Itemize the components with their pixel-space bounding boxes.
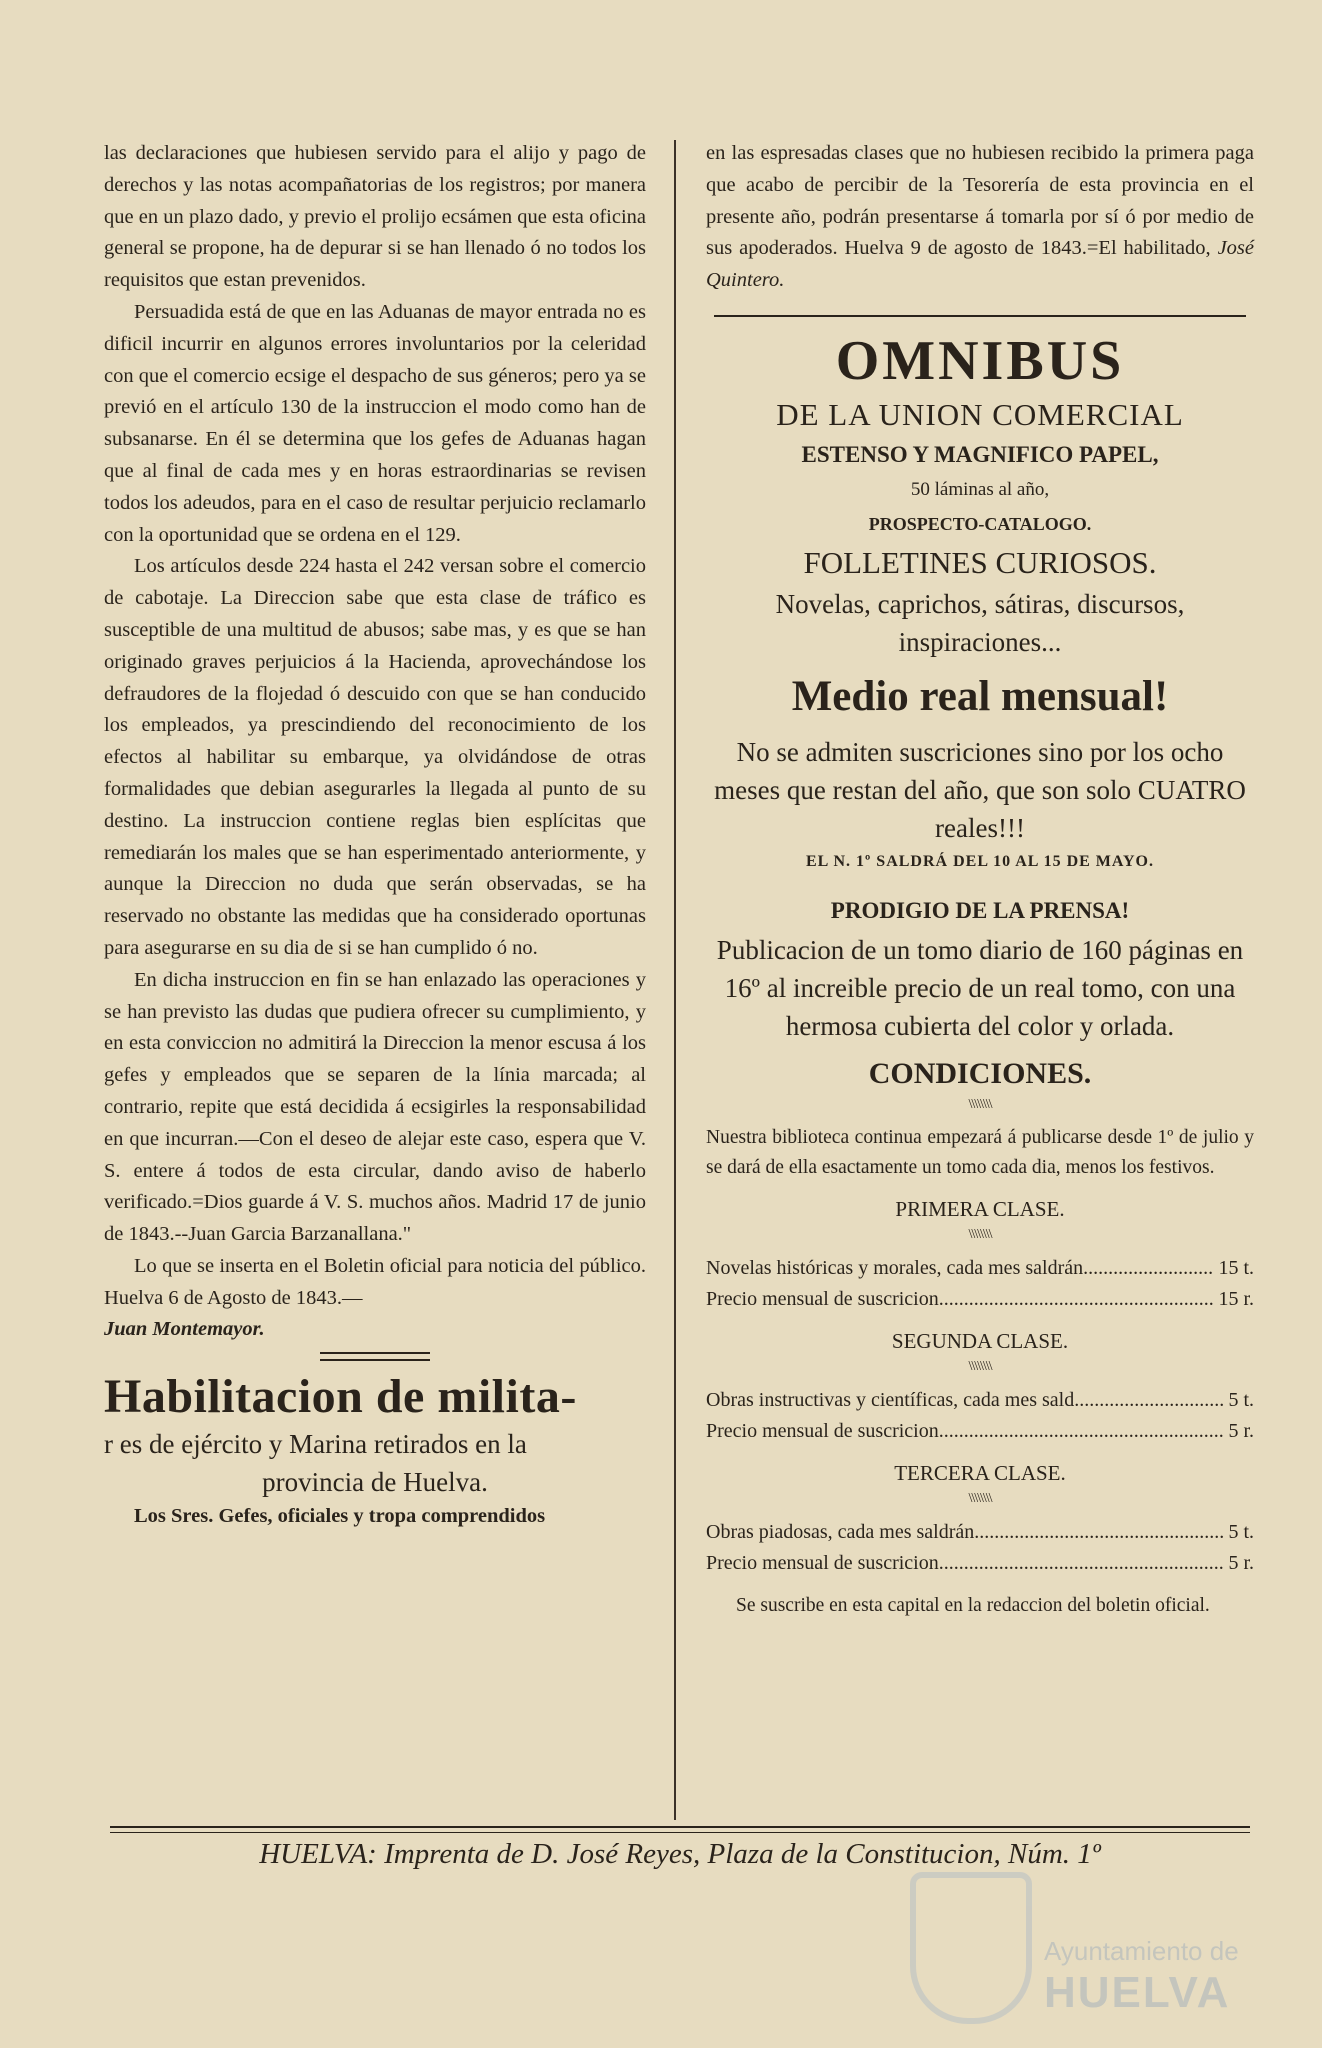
left-paragraph-4: En dicha instruccion en fin se han enlazado las operaciones y se han previsto las dudas que pudiera ofrecer su cumplimiento, y en esta conviccion no admitirá la Direccion la menor escusa á los gefes y empleados que se separen de la línia marcada; al contrario, repite que está decidida á ecsigirles la responsabilidad en que incurran.—Con el deseo de alejar este caso, espera que V. S. entere á todos de esta circular, dando aviso de haberlo verificado.=Dios guarde á V. S. muchos años. Madrid 17 de junio de 1843.--Juan Garcia Barzanallana.": [104, 968, 646, 1246]
left-paragraph-3: Los artículos desde 224 hasta el 242 versan sobre el comercio de cabotaje. La Direccion sabe que esta clase de tráfico es susceptible de una multitud de abusos; sabe mas, y es que se han originado graves perjuicios á la Hacienda, aprovechándose los defraudores de la flojedad ó descuido con que se han conducido los empleados, ya prescindiendo del reconocimiento de los efectos al habilitar su embarque, ya olvidándose de otras formalidades que debian asegurarles la llegada al punto de su destino. La instruccion contiene reglas bien esplícitas que remediarán los males que se han esperimentado anteriormente, y aunque la Direccion no duda que serán observadas, se ha reservado no obstante las medidas que ha considerado oportunas para asegurarse en su dia de si se han cumplido ó no.: [104, 555, 646, 959]
right-paragraph-1-signature: José Quintero.: [706, 237, 1255, 292]
ad-line-5: FOLLETINES CURIOSOS.: [803, 544, 1157, 580]
ad-title: OMNIBUS: [835, 329, 1125, 392]
ad-line-2: ESTENSO Y MAGNIFICO PAPEL,: [801, 441, 1159, 467]
watermark-line-2: HUELVA: [1044, 1968, 1231, 2017]
ad-condiciones: CONDICIONES.: [868, 1056, 1092, 1090]
ornament-2: \\\\\\\\: [968, 1226, 992, 1242]
tercera-clase-heading: TERCERA CLASE.: [894, 1460, 1066, 1485]
segunda-line-2: [706, 1416, 1254, 1447]
primera-line-2-label: Precio mensual de suscricion: [706, 1287, 939, 1310]
right-paragraph-1: [706, 138, 1254, 297]
segunda-line-1-value: 5 t.: [1228, 1388, 1254, 1411]
city-shield-icon: [910, 1872, 1032, 2024]
printer-imprint: HUELVA: Imprenta de D. José Reyes, Plaza de la Constitucion, Núm. 1º: [259, 1838, 1101, 1870]
primera-line-1-leader: [1083, 1253, 1214, 1284]
section-separator: [320, 1352, 430, 1361]
left-paragraph-2: Persuadida está de que en las Aduanas de mayor entrada no es dificil incurrir en algunos errores involuntarios por la celeridad con que el comercio ecsige el despacho de sus géneros; pero ya se previó en el artículo 130 de la instruccion el modo como han de subsanarse. En él se determina que los gefes de Aduanas hagan que al final de cada mes y en horas estraordinarias se revisen todos los adeudos, para en el caso de resultar perjuicio reclamarlo con la oportunidad que se ordena en el 129.: [104, 300, 646, 546]
ornament-1: \\\\\\\\: [968, 1096, 992, 1112]
segunda-line-1-label: Obras instructivas y científicas, cada mes sald.: [706, 1388, 1080, 1411]
segunda-clase-heading: SEGUNDA CLASE.: [891, 1328, 1069, 1353]
segunda-line-1-leader: [1079, 1385, 1224, 1416]
primera-line-1: [706, 1253, 1254, 1284]
ad-line-10: Nuestra biblioteca continua empezará á publicarse desde 1º de julio y se dará de ella esactamente un tomo cada dia, menos los festivos.: [706, 1126, 1254, 1178]
habilitacion-subheading-2: provincia de Huelva.: [262, 1467, 488, 1498]
ad-prodigio: PRODIGIO DE LA PRENSA!: [830, 897, 1130, 923]
primera-line-1-label: Novelas históricas y morales, cada mes saldrán: [706, 1256, 1084, 1279]
ad-line-4: PROSPECTO-CATALOGO.: [868, 513, 1092, 534]
left-column: [104, 138, 646, 1533]
left-paragraph-5-text: Lo que se inserta en el Boletin oficial para noticia del público. Huelva 6 de Agosto de 1843.—: [104, 1254, 646, 1309]
segunda-line-2-value: 5 r.: [1228, 1419, 1254, 1442]
ornament-3: \\\\\\\\: [968, 1358, 992, 1374]
ad-line-1: DE LA UNION COMERCIAL: [776, 396, 1184, 432]
right-paragraph-1-text: en las espresadas clases que no hubiesen recibido la primera paga que acabo de percibir de la Tesorería de esta provincia en el presente año, podrán presentarse á tomarla por sí ó por medio de sus apoderados. Huelva 9 de agosto de 1843.=El habilitado,: [706, 142, 1254, 260]
watermark-line-1: Ayuntamiento de: [1044, 1936, 1239, 1966]
tercera-line-2-value: 5 r.: [1228, 1551, 1254, 1574]
left-paragraph-1: las declaraciones que hubiesen servido para el alijo y pago de derechos y las notas acompañatorias de los registros; por manera que en un plazo dado, y previo el prolijo ecsámen que esta oficina general se propone, ha de depurar si se han llenado ó no todos los requisitos que estan prevenidos.: [104, 142, 646, 292]
ad-line-7: No se admiten suscriciones sino por los ocho meses que restan del año, que son solo CUATRO reales!!!: [714, 736, 1246, 843]
ad-closing: Se suscribe en esta capital en la redaccion del boletin oficial.: [736, 1594, 1210, 1616]
tercera-line-1-label: Obras piadosas, cada mes saldrán: [706, 1520, 975, 1543]
primera-clase-heading: PRIMERA CLASE.: [895, 1196, 1065, 1221]
ad-line-8: EL N. 1º SALDRÁ DEL 10 AL 15 DE MAYO.: [806, 852, 1154, 870]
segunda-line-1: [706, 1385, 1254, 1416]
ad-line-9: Publicacion de un tomo diario de 160 páginas en 16º al increible precio de un real tomo, con una hermosa cubierta del color y orlada.: [716, 934, 1244, 1041]
signature-line: [104, 1314, 646, 1346]
habilitacion-subheading-1: r es de ejército y Marina retirados en la: [104, 1429, 527, 1460]
ad-line-6: Novelas, caprichos, sátiras, discursos, inspiraciones...: [775, 588, 1185, 657]
tercera-line-1-leader: [974, 1517, 1224, 1548]
primera-line-1-value: 15 t.: [1218, 1256, 1254, 1279]
tercera-line-1-value: 5 t.: [1228, 1520, 1254, 1543]
tercera-line-2-label: Precio mensual de suscricion: [706, 1551, 939, 1574]
omnibus-advertisement: [706, 329, 1254, 1621]
tercera-line-2-leader: [939, 1548, 1225, 1579]
right-column: [706, 138, 1254, 1621]
signature: Juan Montemayor.: [104, 1318, 265, 1341]
ad-line-3: 50 láminas al año,: [910, 478, 1050, 500]
ad-separator: [714, 315, 1246, 317]
ornament-4: \\\\\\\\: [968, 1490, 992, 1506]
left-paragraph-6: Los Sres. Gefes, oficiales y tropa comprendidos: [134, 1505, 546, 1528]
tercera-line-2: [706, 1548, 1254, 1579]
primera-line-2-value: 15 r.: [1218, 1287, 1254, 1310]
habilitacion-heading: Habilitacion de milita-: [104, 1370, 577, 1424]
primera-line-2-leader: [939, 1284, 1215, 1315]
ad-medio-real: Medio real mensual!: [791, 672, 1169, 720]
archive-watermark: [904, 1860, 1264, 2036]
segunda-line-2-label: Precio mensual de suscricion: [706, 1419, 939, 1442]
segunda-line-2-leader: [939, 1416, 1225, 1447]
column-divider: [674, 140, 676, 1820]
tercera-line-1: [706, 1517, 1254, 1548]
left-paragraph-5: [104, 1251, 646, 1315]
primera-line-2: [706, 1284, 1254, 1315]
